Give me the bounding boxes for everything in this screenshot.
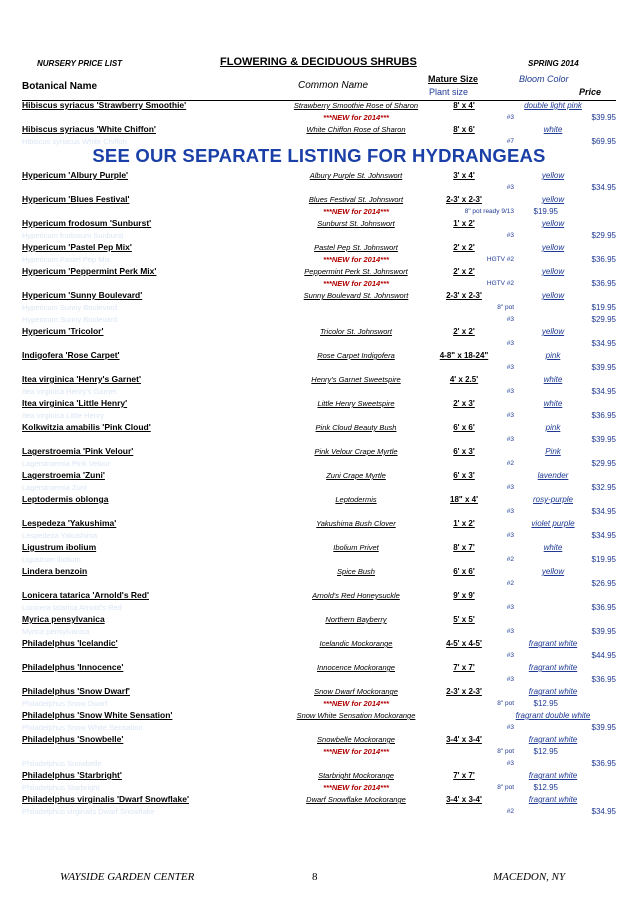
table-row: [22, 674, 616, 686]
table-row: [22, 434, 616, 446]
table-row: [22, 302, 616, 314]
table-row: [22, 506, 616, 518]
table-row: [22, 662, 616, 674]
price: $34.95: [591, 507, 616, 516]
botanical-name: Philadelphus virginalis 'Dwarf Snowflake': [22, 794, 189, 804]
price: $29.95: [591, 231, 616, 240]
botanical-name: Hypericum 'Tricolor': [22, 326, 104, 336]
common-name: Snowbelle Mockorange: [317, 735, 395, 744]
botanical-name: Philadelphus 'Icelandic': [22, 638, 118, 648]
mature-size: 5' x 5': [453, 615, 475, 624]
row-subtitle: Myrica pensylvanica: [22, 627, 90, 636]
common-name: Northern Bayberry: [325, 615, 387, 624]
header-botanical-name: Botanical Name: [22, 81, 98, 92]
bloom-color: Pink: [545, 447, 561, 456]
price: $34.95: [591, 531, 616, 540]
common-name: Snow White Sensation Mockorange: [296, 711, 416, 720]
plant-size: #3: [506, 114, 514, 121]
table-row: [22, 602, 616, 614]
mature-size: 7' x 7': [453, 771, 475, 780]
price: $36.95: [591, 675, 616, 684]
bloom-color: fragrant white: [528, 639, 578, 648]
common-name: Peppermint Perk St. Johnswort: [304, 267, 408, 276]
botanical-name: Myrica pensylvanica: [22, 614, 105, 624]
table-row: [22, 194, 616, 206]
botanical-name: Kolkwitzia amabilis 'Pink Cloud': [22, 422, 151, 432]
plant-size: 8" pot: [497, 304, 514, 311]
price: $29.95: [591, 315, 616, 324]
plant-size: #3: [506, 340, 514, 347]
mature-size: 4' x 2.5': [449, 375, 479, 384]
table-row: [22, 614, 616, 626]
bloom-color: yellow: [541, 327, 565, 336]
price: $34.95: [591, 387, 616, 396]
bloom-color: lavender: [537, 471, 569, 480]
common-name: Little Henry Sweetspire: [317, 399, 395, 408]
nursery-price-list-label: NURSERY PRICE LIST: [37, 59, 123, 68]
row-subtitle: Hypericum Pastel Pep Mix: [22, 255, 110, 264]
table-row: [22, 566, 616, 578]
table-row: [22, 112, 616, 124]
plant-size: HGTV #2: [486, 256, 514, 263]
bloom-color: pink: [545, 351, 561, 360]
bloom-color: yellow: [541, 267, 565, 276]
bloom-color: white: [543, 399, 563, 408]
bloom-color: rosy-purple: [532, 495, 573, 504]
common-name: Albury Purple St. Johnswort: [309, 171, 403, 180]
table-row: [22, 314, 616, 326]
table-row: [22, 698, 616, 710]
plant-size: HGTV #2: [486, 280, 514, 287]
botanical-name: Philadelphus 'Snowbelle': [22, 734, 124, 744]
mature-size: 2' x 2': [453, 267, 475, 276]
table-row: [22, 374, 616, 386]
table-row: [22, 626, 616, 638]
botanical-name: Philadelphus 'Snow White Sensation': [22, 710, 173, 720]
mature-size: 8' x 7': [453, 543, 475, 552]
new-for-2014-label: ***NEW for 2014***: [323, 747, 389, 756]
mature-size: 2' x 2': [453, 327, 475, 336]
botanical-name: Lagerstroemia 'Pink Velour': [22, 446, 134, 456]
botanical-name: Philadelphus 'Snow Dwarf': [22, 686, 130, 696]
page-footer: [0, 871, 638, 887]
bloom-color: fragrant white: [528, 687, 578, 696]
common-name: White Chiffon Rose of Sharon: [306, 125, 406, 134]
plant-size: #3: [506, 628, 514, 635]
mature-size: 4-8" x 18-24": [439, 351, 489, 360]
bloom-color: white: [543, 125, 563, 134]
table-row: [22, 124, 616, 136]
table-row: [22, 278, 616, 290]
row-subtitle: Itea virginica Henry's Garnet: [22, 387, 117, 396]
table-row: [22, 470, 616, 482]
price: $36.95: [591, 411, 616, 420]
plant-size: 8" pot: [497, 748, 514, 755]
plant-size: #3: [506, 316, 514, 323]
page-title: FLOWERING & DECIDUOUS SHRUBS: [220, 56, 417, 68]
plant-size: #3: [506, 388, 514, 395]
bloom-color: fragrant white: [528, 735, 578, 744]
price: $34.95: [591, 183, 616, 192]
botanical-name: Hibiscus syriacus 'White Chiffon': [22, 124, 156, 134]
price: $44.95: [591, 651, 616, 660]
common-name: Ibolium Privet: [333, 543, 379, 552]
bloom-color: fragrant double white: [515, 711, 591, 720]
botanical-name: Philadelphus 'Innocence': [22, 662, 124, 672]
botanical-name: Hypericum 'Pastel Pep Mix': [22, 242, 132, 252]
table-row: [22, 266, 616, 278]
mature-size: 9' x 9': [453, 591, 475, 600]
footer-store-name: WAYSIDE GARDEN CENTER: [60, 871, 195, 883]
table-row: [22, 482, 616, 494]
table-row: [22, 806, 616, 818]
row-subtitle: Hypericum frodosum Sunburst: [22, 231, 124, 240]
table-row: [22, 422, 616, 434]
table-row: [22, 218, 616, 230]
header-plant-size: Plant size: [429, 87, 469, 97]
table-row: [22, 734, 616, 746]
price: $36.95: [591, 255, 616, 264]
bloom-color: violet purple: [531, 519, 575, 528]
footer-location: MACEDON, NY: [493, 871, 566, 883]
common-name: Sunny Boulevard St. Johnswort: [303, 291, 409, 300]
price: $34.95: [591, 807, 616, 816]
table-row: [22, 254, 616, 266]
table-row: [22, 398, 616, 410]
plant-size: #3: [506, 364, 514, 371]
table-row: [22, 578, 616, 590]
botanical-name: Hypericum 'Albury Purple': [22, 170, 129, 180]
table-row: [22, 458, 616, 470]
plant-size: #3: [506, 508, 514, 515]
botanical-name: Hypericum 'Peppermint Perk Mix': [22, 266, 157, 276]
table-row: [22, 710, 616, 722]
table-row: [22, 542, 616, 554]
new-for-2014-label: ***NEW for 2014***: [323, 255, 389, 264]
price: $39.95: [591, 113, 616, 122]
bloom-color: yellow: [541, 195, 565, 204]
mature-size: 6' x 6': [453, 423, 475, 432]
price: $34.95: [591, 339, 616, 348]
mature-size: 3' x 4': [453, 171, 475, 180]
plant-size: #3: [506, 436, 514, 443]
common-name: Pastel Pep St. Johnswort: [314, 243, 398, 252]
mature-size: 6' x 3': [453, 471, 475, 480]
common-name: Spice Bush: [337, 567, 375, 576]
table-row: [22, 242, 616, 254]
header-bloom-color: Bloom Color: [519, 74, 569, 84]
table-row: [22, 530, 616, 542]
bloom-color: yellow: [541, 171, 565, 180]
table-row: [22, 782, 616, 794]
new-for-2014-label: ***NEW for 2014***: [323, 699, 389, 708]
bloom-color: yellow: [541, 567, 565, 576]
plant-size: #3: [506, 760, 514, 767]
footer-page-number: 8: [312, 871, 318, 883]
common-name: Pink Velour Crape Myrtle: [314, 447, 398, 456]
botanical-name: Philadelphus 'Starbright': [22, 770, 122, 780]
plant-size: #3: [506, 604, 514, 611]
mature-size: 7' x 7': [453, 663, 475, 672]
plant-size: #3: [506, 232, 514, 239]
table-row: [22, 794, 616, 806]
mature-size: 8' x 4': [453, 101, 475, 110]
row-subtitle: Hypericum Sunny Boulevard: [22, 303, 118, 312]
hydrangea-notice-banner: SEE OUR SEPARATE LISTING FOR HYDRANGEAS: [92, 145, 546, 166]
new-for-2014-label: ***NEW for 2014***: [323, 279, 389, 288]
plant-size: #3: [506, 532, 514, 539]
plant-size: #3: [506, 184, 514, 191]
table-row: [22, 746, 616, 758]
common-name: Blues Festival St. Johnswort: [308, 195, 404, 204]
bloom-color: fragrant white: [528, 795, 578, 804]
mature-size: 8' x 6': [453, 125, 475, 134]
bloom-color: fragrant white: [528, 663, 578, 672]
table-row: [22, 638, 616, 650]
row-subtitle: Lespedeza Yakushima: [22, 531, 98, 540]
botanical-name: Lonicera tatarica 'Arnold's Red': [22, 590, 149, 600]
price: $36.95: [591, 603, 616, 612]
table-row: [22, 230, 616, 242]
common-name: Innocence Mockorange: [317, 663, 395, 672]
mature-size: 3-4' x 3-4': [446, 795, 482, 804]
mature-size: 2' x 3': [453, 399, 475, 408]
mature-size: 2' x 2': [453, 243, 475, 252]
price: $19.95: [591, 303, 616, 312]
table-row: [22, 650, 616, 662]
common-name: Dwarf Snowflake Mockorange: [306, 795, 406, 804]
botanical-name: Itea virginica 'Little Henry': [22, 398, 128, 408]
mature-size: 2-3' x 2-3': [446, 195, 482, 204]
common-name: Pink Cloud Beauty Bush: [315, 423, 397, 432]
plant-size: #2: [506, 580, 514, 587]
table-row: [22, 494, 616, 506]
plant-size: #2: [506, 460, 514, 467]
common-name: Icelandic Mockorange: [319, 639, 393, 648]
price: $29.95: [591, 459, 616, 468]
price: $19.95: [591, 555, 616, 564]
common-name: Arnold's Red Honeysuckle: [312, 591, 400, 600]
price-list-table: [22, 100, 616, 818]
botanical-name: Itea virginica 'Henry's Garnet': [22, 374, 141, 384]
row-subtitle: Lagerstroemia Pink Velour: [22, 459, 110, 468]
price: $39.95: [591, 627, 616, 636]
common-name: Leptodermis: [335, 495, 377, 504]
common-name: Yakushima Bush Clover: [316, 519, 396, 528]
new-for-2014-label: ***NEW for 2014***: [323, 113, 389, 122]
mature-size: 6' x 3': [453, 447, 475, 456]
row-subtitle: Philadelphus Starbright: [22, 783, 100, 792]
plant-size: 8" pot ready 9/13: [464, 208, 514, 215]
row-subtitle: Philadelphus Snow White Sensation: [22, 723, 143, 732]
common-name: Sunburst St. Johnswort: [317, 219, 395, 228]
botanical-name: Indigofera 'Rose Carpet': [22, 350, 120, 360]
botanical-name: Lespedeza 'Yakushima': [22, 518, 117, 528]
mature-size: 18" x 4': [450, 495, 478, 504]
table-row: [22, 350, 616, 362]
price: $19.95: [533, 207, 558, 216]
row-subtitle: Philadelphus Snowbelle: [22, 759, 102, 768]
common-name: Zuni Crape Myrtle: [326, 471, 386, 480]
plant-size: #3: [506, 484, 514, 491]
price: $39.95: [591, 435, 616, 444]
mature-size: 1' x 2': [453, 219, 475, 228]
botanical-name: Hibiscus syriacus 'Strawberry Smoothie': [22, 100, 187, 110]
price: $39.95: [591, 363, 616, 372]
plant-size: #2: [506, 808, 514, 815]
table-row: [22, 554, 616, 566]
row-subtitle: Philadelphus virginalis Dwarf Snowflake: [22, 807, 155, 816]
mature-size: 3-4' x 3-4': [446, 735, 482, 744]
price: $26.95: [591, 579, 616, 588]
botanical-name: Hypericum 'Sunny Boulevard': [22, 290, 143, 300]
bloom-color: white: [543, 543, 563, 552]
table-row: [22, 386, 616, 398]
plant-size: #3: [506, 412, 514, 419]
common-name: Henry's Garnet Sweetspire: [311, 375, 401, 384]
table-row: [22, 758, 616, 770]
bloom-color: yellow: [541, 219, 565, 228]
plant-size: 8" pot: [497, 700, 514, 707]
bloom-color: yellow: [541, 243, 565, 252]
table-row: [22, 338, 616, 350]
row-subtitle: Hypericum Sunny Boulevard: [22, 315, 118, 324]
table-row: [22, 182, 616, 194]
plant-size: #3: [506, 724, 514, 731]
bloom-color: white: [543, 375, 563, 384]
common-name: Snow Dwarf Mockorange: [314, 687, 398, 696]
table-row: [22, 206, 616, 218]
row-subtitle: Itea virginica Little Henry: [22, 411, 105, 420]
new-for-2014-label: ***NEW for 2014***: [323, 207, 389, 216]
season-label: SPRING 2014: [528, 59, 579, 68]
page-top-bar: [0, 56, 638, 72]
bloom-color: fragrant white: [528, 771, 578, 780]
price: $12.95: [533, 747, 558, 756]
mature-size: 2-3' x 2-3': [446, 291, 482, 300]
row-subtitle: Lagerstroemia Zuni: [22, 483, 87, 492]
row-subtitle: Ligustrum ibolium: [22, 555, 81, 564]
mature-size: 2-3' x 2-3': [446, 687, 482, 696]
common-name: Rose Carpet Indigofera: [317, 351, 395, 360]
table-row: [22, 518, 616, 530]
price: $69.95: [591, 137, 616, 146]
table-row: [22, 290, 616, 302]
mature-size: 1' x 2': [453, 519, 475, 528]
price: $36.95: [591, 279, 616, 288]
bloom-color: yellow: [541, 291, 565, 300]
plant-size: #3: [506, 676, 514, 683]
botanical-name: Ligustrum ibolium: [22, 542, 97, 552]
row-subtitle: Philadelphus Snow Dwarf: [22, 699, 108, 708]
plant-size: #7: [506, 138, 514, 145]
plant-size: #2: [506, 556, 514, 563]
botanical-name: Leptodermis oblonga: [22, 494, 109, 504]
price: $12.95: [533, 699, 558, 708]
plant-size: 8" pot: [497, 784, 514, 791]
table-row: [22, 590, 616, 602]
plant-size: #3: [506, 652, 514, 659]
botanical-name: Hypericum frodosum 'Sunburst': [22, 218, 152, 228]
header-mature-size: Mature Size: [428, 74, 479, 84]
bloom-color: pink: [545, 423, 561, 432]
table-row: [22, 686, 616, 698]
price: $12.95: [533, 783, 558, 792]
mature-size: 4-5' x 4-5': [446, 639, 482, 648]
table-row: [22, 326, 616, 338]
table-row: [22, 170, 616, 182]
header-common-name: Common Name: [298, 80, 369, 91]
botanical-name: Lagerstroemia 'Zuni': [22, 470, 105, 480]
table-row: [22, 362, 616, 374]
common-name: Tricolor St. Johnswort: [320, 327, 392, 336]
row-subtitle: Lonicera tatarica Arnold's Red: [22, 603, 122, 612]
price: $39.95: [591, 723, 616, 732]
table-row: [22, 100, 616, 112]
botanical-name: Hypericum 'Blues Festival': [22, 194, 130, 204]
table-row: [22, 410, 616, 422]
table-row: [22, 722, 616, 734]
column-header: [22, 72, 616, 101]
common-name: Strawberry Smoothie Rose of Sharon: [293, 101, 419, 110]
price: $32.95: [591, 483, 616, 492]
new-for-2014-label: ***NEW for 2014***: [323, 783, 389, 792]
mature-size: 6' x 6': [453, 567, 475, 576]
table-row: [22, 770, 616, 782]
row-subtitle: Hibiscus syriacus White Chiffon: [22, 137, 127, 146]
bloom-color: double light pink: [524, 101, 582, 110]
botanical-name: Lindera benzoin: [22, 566, 88, 576]
common-name: Starbright Mockorange: [318, 771, 394, 780]
header-price: Price: [579, 87, 602, 97]
table-row: [22, 446, 616, 458]
price: $36.95: [591, 759, 616, 768]
